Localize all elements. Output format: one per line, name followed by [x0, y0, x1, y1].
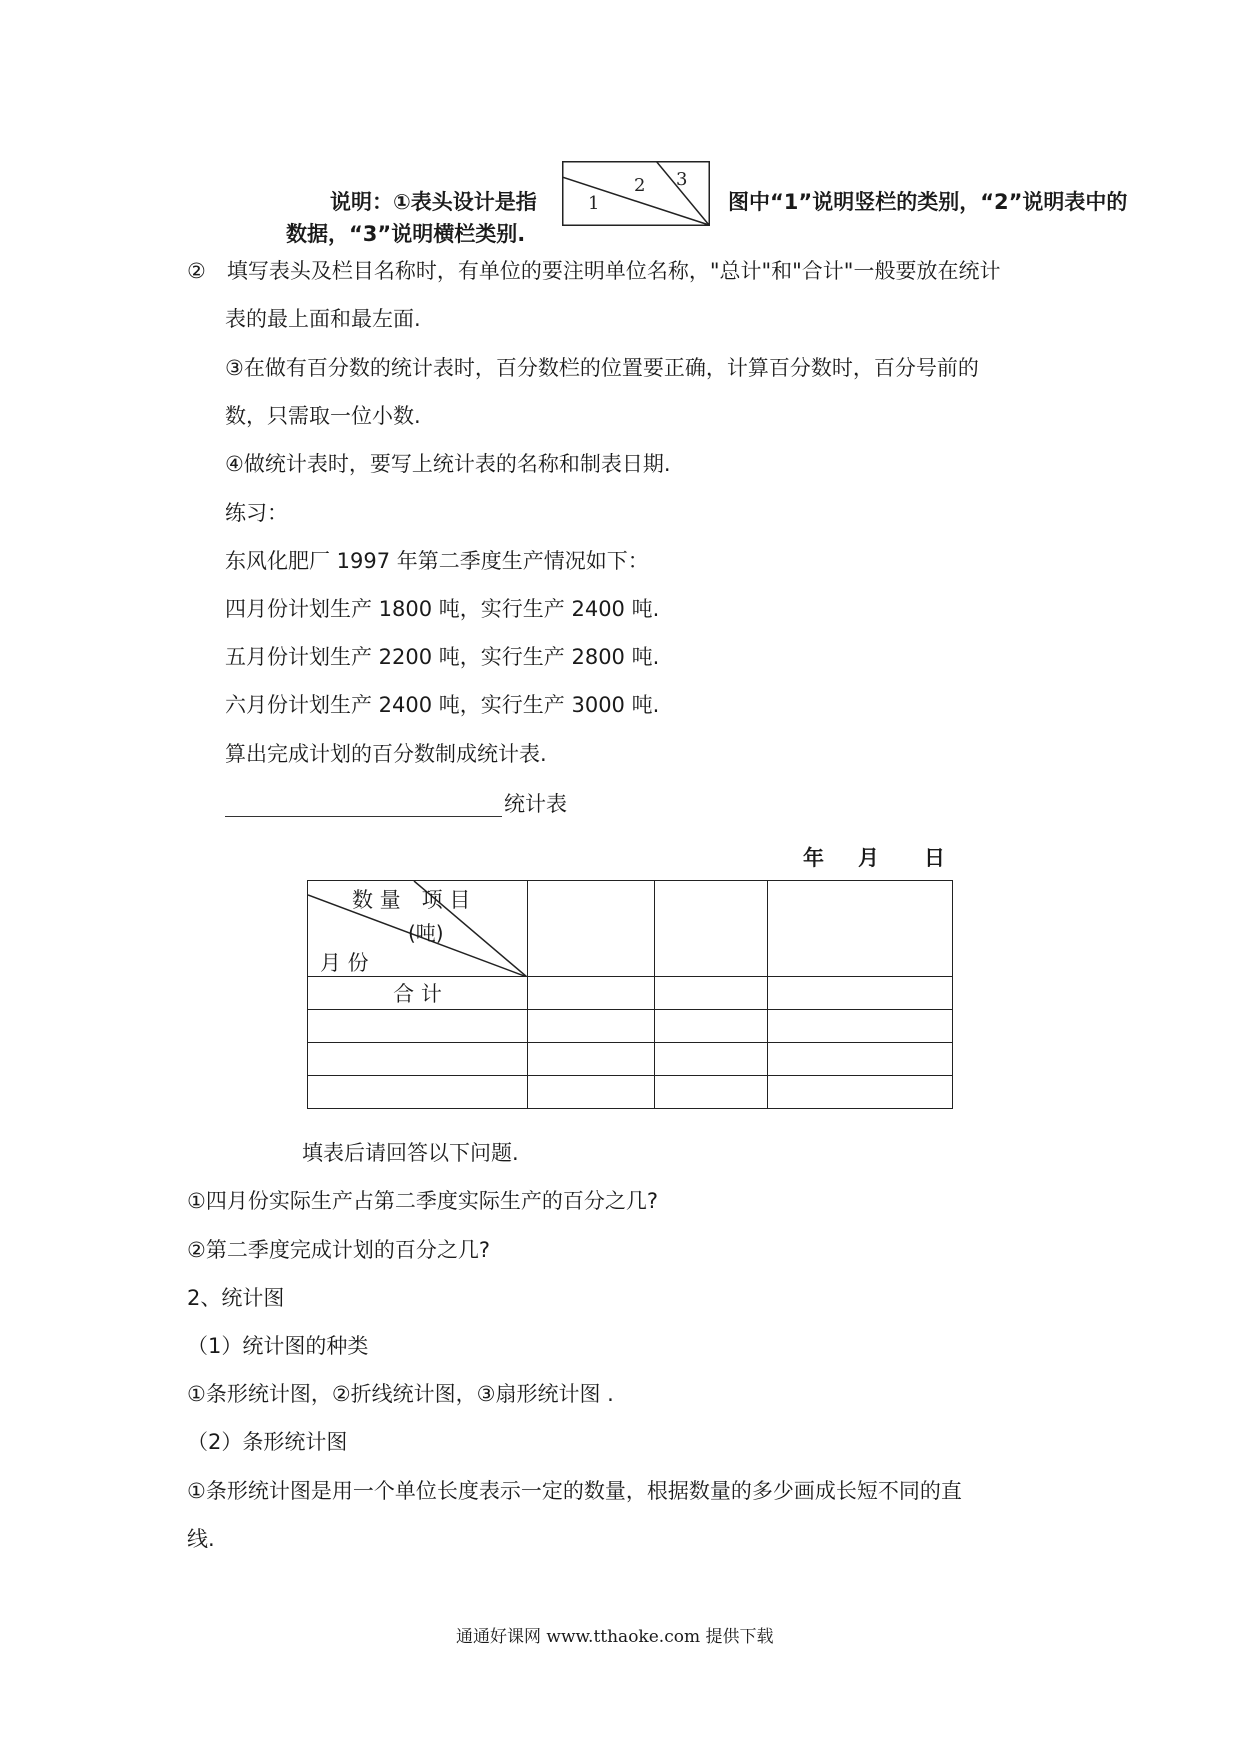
paragraph-8: 四月份计划生产 1800 吨，实行生产 2400 吨.: [225, 597, 660, 621]
date-year: 年: [803, 846, 824, 870]
table-header-items: 数 量 项 目: [352, 888, 471, 912]
paragraph-11: 算出完成计划的百分数制成统计表.: [225, 742, 547, 766]
note-line1-left: 说明：①表头设计是指: [330, 190, 537, 214]
paragraph-7: 东风化肥厂 1997 年第二季度生产情况如下：: [225, 549, 649, 573]
table-cell[interactable]: [655, 1076, 768, 1109]
table-row: [308, 1010, 953, 1043]
paragraph-3: ③在做有百分数的统计表时，百分数栏的位置要正确，计算百分数时，百分号前的: [225, 356, 979, 380]
note-line2: 数据，“3”说明横栏类别.: [286, 222, 526, 246]
table-cell[interactable]: [768, 1076, 953, 1109]
paragraph-5: ④做统计表时，要写上统计表的名称和制表日期.: [225, 452, 671, 476]
question-1: ①四月份实际生产占第二季度实际生产的百分之几?: [187, 1189, 658, 1213]
chart-types: ①条形统计图，②折线统计图，③扇形统计图 .: [187, 1382, 614, 1406]
table-cell[interactable]: [768, 881, 953, 977]
table-cell[interactable]: [528, 881, 655, 977]
table-header-unit: (吨): [408, 921, 444, 945]
subsection-2: （2）条形统计图: [187, 1430, 348, 1454]
date-month: 月: [858, 846, 879, 870]
table-title-blank: [225, 816, 502, 817]
box-label-3: 3: [676, 169, 688, 190]
paragraph-10: 六月份计划生产 2400 吨，实行生产 3000 吨.: [225, 693, 660, 717]
table-cell[interactable]: [308, 1010, 528, 1043]
paragraph-9: 五月份计划生产 2200 吨，实行生产 2800 吨.: [225, 645, 660, 669]
question-intro: 填表后请回答以下问题.: [302, 1141, 519, 1165]
box-label-1: 1: [588, 193, 600, 214]
paragraph-4: 数，只需取一位小数.: [225, 404, 421, 428]
paragraph-6: 练习：: [225, 501, 288, 525]
table-cell[interactable]: [528, 1043, 655, 1076]
subsection-1: （1）统计图的种类: [187, 1334, 369, 1358]
table-cell[interactable]: [768, 1043, 953, 1076]
table-row: [308, 1043, 953, 1076]
bar-chart-definition-cont: 线.: [187, 1527, 215, 1551]
section-heading: 2、统计图: [187, 1286, 285, 1310]
table-row-total: [308, 977, 953, 1010]
question-2: ②第二季度完成计划的百分之几?: [187, 1238, 490, 1262]
table-cell[interactable]: [308, 1076, 528, 1109]
paragraph-2: 表的最上面和最左面.: [225, 307, 421, 331]
note-line1-right: 图中“1”说明竖栏的类别，“2”说明表中的: [728, 190, 1128, 214]
table-header-months: 月 份: [320, 951, 369, 975]
table-header-cell: [308, 881, 528, 977]
page-footer: 通通好课网 www.tthaoke.com 提供下载: [456, 1627, 774, 1647]
table-cell[interactable]: [768, 977, 953, 1010]
paragraph-1: ② 填写表头及栏目名称时，有单位的要注明单位名称，"总计"和"合计"一般要放在统计: [187, 259, 1001, 283]
table-cell[interactable]: [308, 1043, 528, 1076]
table-cell[interactable]: [655, 977, 768, 1010]
table-cell[interactable]: [768, 1010, 953, 1043]
table-cell[interactable]: [528, 1010, 655, 1043]
table-row: [308, 1076, 953, 1109]
table-cell[interactable]: [655, 1010, 768, 1043]
table-cell[interactable]: [528, 1076, 655, 1109]
table-cell[interactable]: [528, 977, 655, 1010]
statistics-table: [307, 880, 953, 1109]
table-total-label: 合 计: [308, 977, 528, 1010]
bar-chart-definition: ①条形统计图是用一个单位长度表示一定的数量，根据数量的多少画成长短不同的直: [187, 1479, 962, 1503]
table-cell[interactable]: [655, 1043, 768, 1076]
table-title-suffix: 统计表: [504, 792, 567, 816]
table-cell[interactable]: [655, 881, 768, 977]
date-day: 日: [924, 846, 945, 870]
box-label-2: 2: [634, 175, 646, 196]
header-design-diagram: [562, 161, 710, 226]
